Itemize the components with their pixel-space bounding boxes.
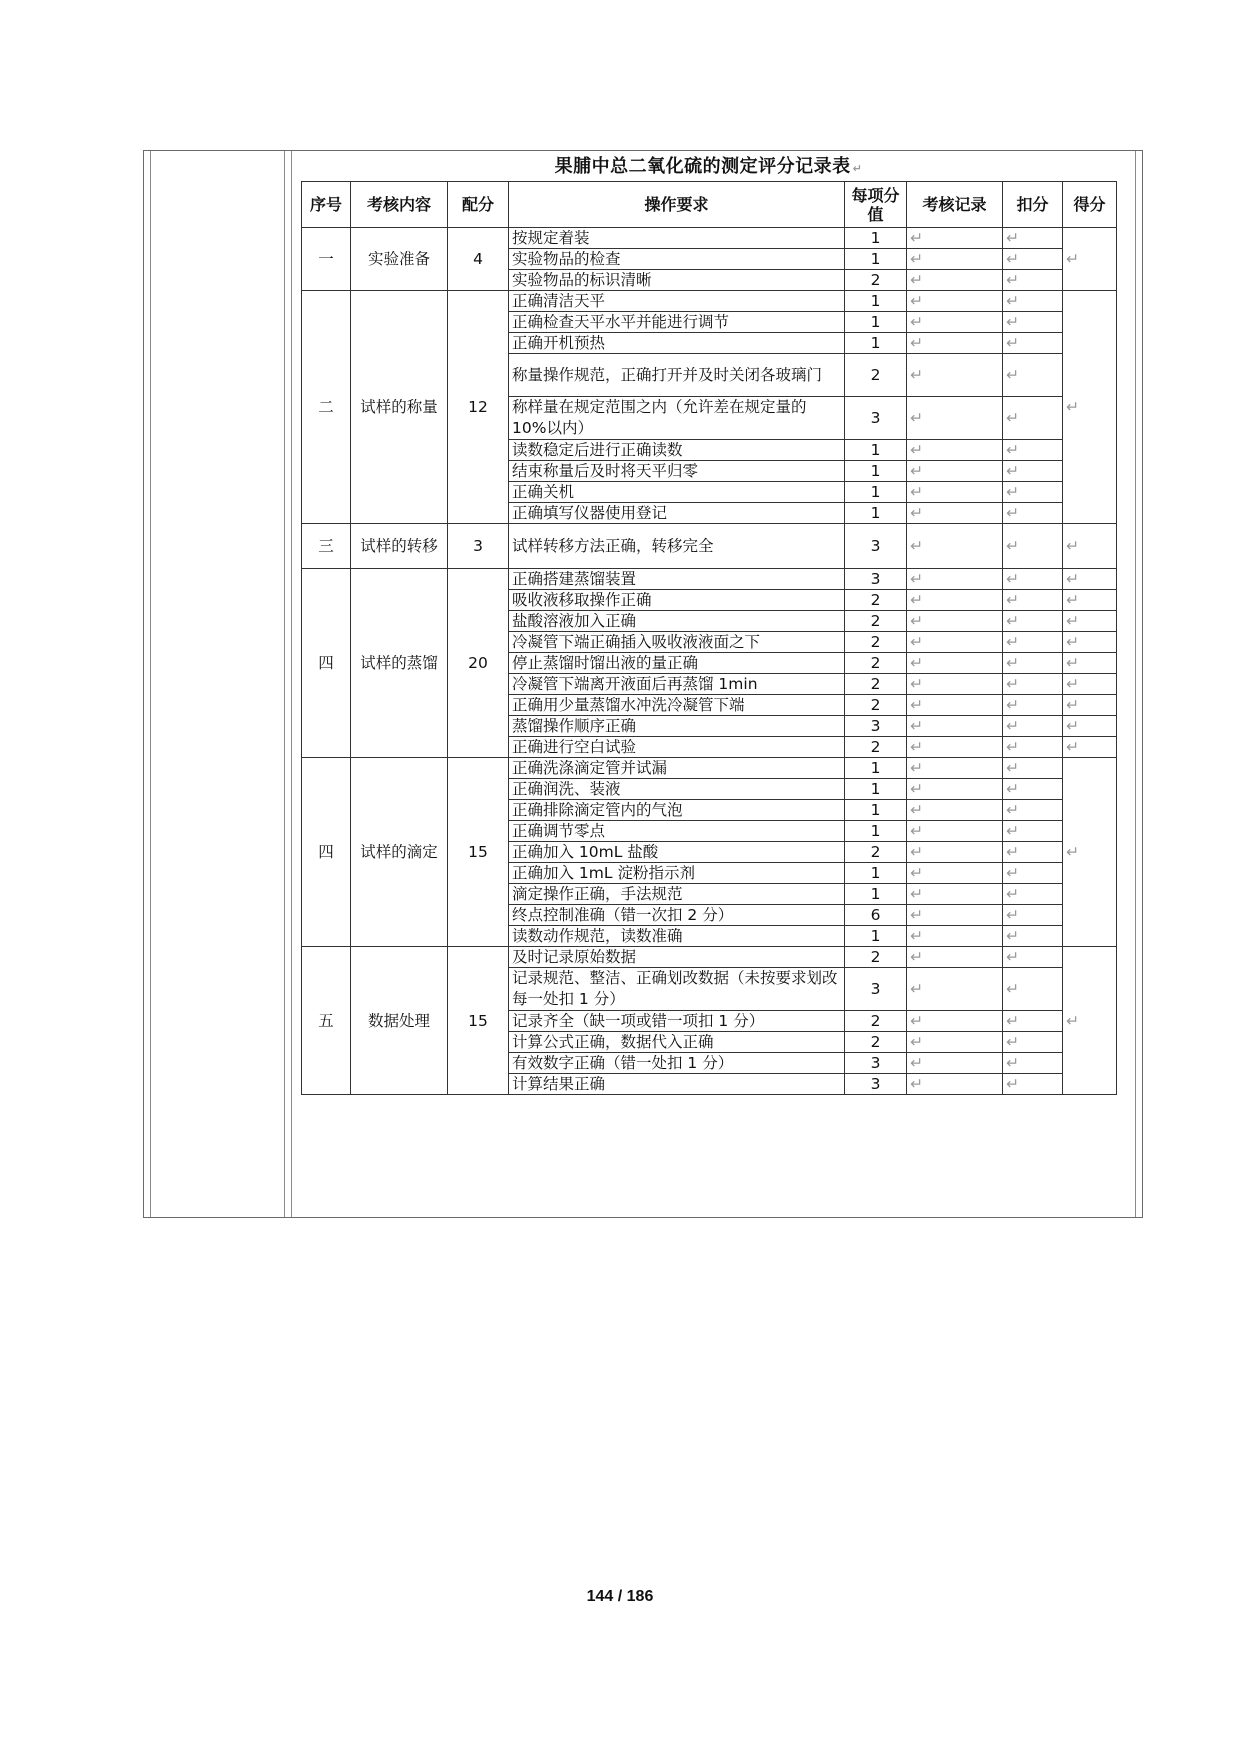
section-content-cell: 试样的蒸馏 bbox=[351, 569, 448, 758]
got-cell[interactable]: ↵ bbox=[1063, 524, 1117, 569]
item-score-cell: 2 bbox=[845, 653, 907, 674]
item-score-cell: 1 bbox=[845, 333, 907, 354]
item-score-cell: 1 bbox=[845, 758, 907, 779]
section-score-cell: 20 bbox=[448, 569, 509, 758]
record-cell[interactable]: ↵ bbox=[907, 611, 1003, 632]
table-row bbox=[302, 228, 1117, 249]
item-score-cell: 1 bbox=[845, 821, 907, 842]
item-score-cell: 1 bbox=[845, 503, 907, 524]
table-row bbox=[302, 947, 1117, 968]
deduct-cell[interactable]: ↵ bbox=[1003, 270, 1063, 291]
header-got: 得分 bbox=[1063, 182, 1117, 228]
item-score-cell: 2 bbox=[845, 354, 907, 397]
record-cell[interactable]: ↵ bbox=[907, 926, 1003, 947]
requirement-cell: 蒸馏操作顺序正确 bbox=[509, 716, 845, 737]
item-score-cell: 2 bbox=[845, 695, 907, 716]
header-requirement: 操作要求 bbox=[509, 182, 845, 228]
deduct-cell[interactable]: ↵ bbox=[1003, 461, 1063, 482]
record-cell[interactable]: ↵ bbox=[907, 482, 1003, 503]
requirement-cell: 冷凝管下端离开液面后再蒸馏 1min bbox=[509, 674, 845, 695]
header-seq: 序号 bbox=[302, 182, 351, 228]
item-score-cell: 1 bbox=[845, 228, 907, 249]
record-cell[interactable]: ↵ bbox=[907, 569, 1003, 590]
section-score-cell: 12 bbox=[448, 291, 509, 524]
table-row bbox=[302, 291, 1117, 312]
item-score-cell: 2 bbox=[845, 1011, 907, 1032]
requirement-cell: 按规定着装 bbox=[509, 228, 845, 249]
requirement-cell: 结束称量后及时将天平归零 bbox=[509, 461, 845, 482]
requirement-cell: 滴定操作正确，手法规范 bbox=[509, 884, 845, 905]
sheet-title-text: 果脯中总二氧化硫的测定评分记录表 bbox=[554, 156, 851, 177]
got-cell[interactable]: ↵ bbox=[1063, 632, 1117, 653]
deduct-cell[interactable]: ↵ bbox=[1003, 1032, 1063, 1053]
requirement-cell: 盐酸溶液加入正确 bbox=[509, 611, 845, 632]
frame-column-divider bbox=[284, 151, 292, 1217]
record-cell[interactable]: ↵ bbox=[907, 440, 1003, 461]
deduct-cell[interactable]: ↵ bbox=[1003, 503, 1063, 524]
record-cell[interactable]: ↵ bbox=[907, 800, 1003, 821]
item-score-cell: 1 bbox=[845, 482, 907, 503]
item-score-cell: 1 bbox=[845, 312, 907, 333]
section-content-cell: 试样的滴定 bbox=[351, 758, 448, 947]
item-score-cell: 2 bbox=[845, 1032, 907, 1053]
requirement-cell: 吸收液移取操作正确 bbox=[509, 590, 845, 611]
record-cell[interactable]: ↵ bbox=[907, 632, 1003, 653]
requirement-cell: 正确加入 10mL 盐酸 bbox=[509, 842, 845, 863]
requirement-cell: 正确排除滴定管内的气泡 bbox=[509, 800, 845, 821]
section-score-cell: 4 bbox=[448, 228, 509, 291]
deduct-cell[interactable]: ↵ bbox=[1003, 779, 1063, 800]
record-cell[interactable]: ↵ bbox=[907, 1032, 1003, 1053]
table-row bbox=[302, 758, 1117, 779]
got-cell[interactable]: ↵ bbox=[1063, 611, 1117, 632]
record-cell[interactable]: ↵ bbox=[907, 590, 1003, 611]
requirement-cell: 称量操作规范，正确打开并及时关闭各玻璃门 bbox=[509, 354, 845, 397]
page-number: 144 / 186 bbox=[586, 1588, 654, 1605]
deduct-cell[interactable]: ↵ bbox=[1003, 1053, 1063, 1074]
item-score-cell: 1 bbox=[845, 926, 907, 947]
got-cell[interactable]: ↵ bbox=[1063, 674, 1117, 695]
section-content-cell: 实验准备 bbox=[351, 228, 448, 291]
deduct-cell[interactable]: ↵ bbox=[1003, 611, 1063, 632]
item-score-cell: 3 bbox=[845, 569, 907, 590]
deduct-cell[interactable]: ↵ bbox=[1003, 440, 1063, 461]
section-score-cell: 15 bbox=[448, 947, 509, 1095]
got-cell[interactable]: ↵ bbox=[1063, 653, 1117, 674]
record-cell[interactable]: ↵ bbox=[907, 758, 1003, 779]
deduct-cell[interactable]: ↵ bbox=[1003, 569, 1063, 590]
requirement-cell: 正确进行空白试验 bbox=[509, 737, 845, 758]
deduct-cell[interactable]: ↵ bbox=[1003, 947, 1063, 968]
item-score-cell: 2 bbox=[845, 632, 907, 653]
section-seq-cell: 四 bbox=[302, 569, 351, 758]
deduct-cell[interactable]: ↵ bbox=[1003, 884, 1063, 905]
record-cell[interactable]: ↵ bbox=[907, 905, 1003, 926]
frame-right-border bbox=[1135, 151, 1142, 1217]
item-score-cell: 1 bbox=[845, 779, 907, 800]
got-cell[interactable]: ↵ bbox=[1063, 228, 1117, 291]
deduct-cell[interactable]: ↵ bbox=[1003, 695, 1063, 716]
deduct-cell[interactable]: ↵ bbox=[1003, 1011, 1063, 1032]
header-item-score: 每项分值 bbox=[845, 182, 907, 228]
requirement-cell: 正确洗涤滴定管并试漏 bbox=[509, 758, 845, 779]
item-score-cell: 2 bbox=[845, 737, 907, 758]
requirement-cell: 有效数字正确（错一处扣 1 分） bbox=[509, 1053, 845, 1074]
record-cell[interactable]: ↵ bbox=[907, 503, 1003, 524]
record-cell[interactable]: ↵ bbox=[907, 695, 1003, 716]
record-cell[interactable]: ↵ bbox=[907, 779, 1003, 800]
paragraph-mark-icon: ↵ bbox=[852, 162, 863, 175]
requirement-cell: 正确润洗、装液 bbox=[509, 779, 845, 800]
item-score-cell: 1 bbox=[845, 291, 907, 312]
record-cell[interactable]: ↵ bbox=[907, 674, 1003, 695]
record-cell[interactable]: ↵ bbox=[907, 653, 1003, 674]
requirement-cell: 正确用少量蒸馏水冲洗冷凝管下端 bbox=[509, 695, 845, 716]
item-score-cell: 1 bbox=[845, 800, 907, 821]
item-score-cell: 2 bbox=[845, 842, 907, 863]
section-score-cell: 15 bbox=[448, 758, 509, 947]
item-score-cell: 2 bbox=[845, 611, 907, 632]
deduct-cell[interactable]: ↵ bbox=[1003, 674, 1063, 695]
item-score-cell: 3 bbox=[845, 716, 907, 737]
item-score-cell: 1 bbox=[845, 249, 907, 270]
item-score-cell: 1 bbox=[845, 440, 907, 461]
record-cell[interactable]: ↵ bbox=[907, 863, 1003, 884]
record-cell[interactable]: ↵ bbox=[907, 1074, 1003, 1095]
deduct-cell[interactable]: ↵ bbox=[1003, 926, 1063, 947]
deduct-cell[interactable]: ↵ bbox=[1003, 758, 1063, 779]
got-cell[interactable]: ↵ bbox=[1063, 716, 1117, 737]
item-score-cell: 1 bbox=[845, 884, 907, 905]
requirement-cell: 正确检查天平水平并能进行调节 bbox=[509, 312, 845, 333]
section-score-cell: 3 bbox=[448, 524, 509, 569]
requirement-cell: 停止蒸馏时馏出液的量正确 bbox=[509, 653, 845, 674]
requirement-cell: 称样量在规定范围之内（允许差在规定量的 10%以内） bbox=[509, 397, 845, 440]
requirement-cell: 记录齐全（缺一项或错一项扣 1 分） bbox=[509, 1011, 845, 1032]
requirement-cell: 正确加入 1mL 淀粉指示剂 bbox=[509, 863, 845, 884]
requirement-cell: 及时记录原始数据 bbox=[509, 947, 845, 968]
item-score-cell: 3 bbox=[845, 1074, 907, 1095]
section-content-cell: 数据处理 bbox=[351, 947, 448, 1095]
deduct-cell[interactable]: ↵ bbox=[1003, 1074, 1063, 1095]
got-cell[interactable]: ↵ bbox=[1063, 737, 1117, 758]
table-row bbox=[302, 569, 1117, 590]
deduct-cell[interactable]: ↵ bbox=[1003, 968, 1063, 1011]
deduct-cell[interactable]: ↵ bbox=[1003, 590, 1063, 611]
record-cell[interactable]: ↵ bbox=[907, 1011, 1003, 1032]
score-sheet bbox=[301, 153, 1116, 1095]
header-deduct: 扣分 bbox=[1003, 182, 1063, 228]
requirement-cell: 正确填写仪器使用登记 bbox=[509, 503, 845, 524]
sheet-title bbox=[301, 153, 1116, 181]
deduct-cell[interactable]: ↵ bbox=[1003, 842, 1063, 863]
item-score-cell: 6 bbox=[845, 905, 907, 926]
item-score-cell: 2 bbox=[845, 590, 907, 611]
item-score-cell: 3 bbox=[845, 397, 907, 440]
table-body bbox=[302, 228, 1117, 1095]
deduct-cell[interactable]: ↵ bbox=[1003, 821, 1063, 842]
deduct-cell[interactable]: ↵ bbox=[1003, 905, 1063, 926]
deduct-cell[interactable]: ↵ bbox=[1003, 863, 1063, 884]
section-content-cell: 试样的转移 bbox=[351, 524, 448, 569]
requirement-cell: 终点控制准确（错一次扣 2 分） bbox=[509, 905, 845, 926]
record-cell[interactable]: ↵ bbox=[907, 1053, 1003, 1074]
record-cell[interactable]: ↵ bbox=[907, 884, 1003, 905]
record-cell[interactable]: ↵ bbox=[907, 291, 1003, 312]
got-cell[interactable]: ↵ bbox=[1063, 758, 1117, 947]
header-record: 考核记录 bbox=[907, 182, 1003, 228]
record-cell[interactable]: ↵ bbox=[907, 270, 1003, 291]
deduct-cell[interactable]: ↵ bbox=[1003, 249, 1063, 270]
item-score-cell: 2 bbox=[845, 947, 907, 968]
section-seq-cell: 二 bbox=[302, 291, 351, 524]
deduct-cell[interactable]: ↵ bbox=[1003, 228, 1063, 249]
item-score-cell: 3 bbox=[845, 524, 907, 569]
requirement-cell: 正确关机 bbox=[509, 482, 845, 503]
deduct-cell[interactable]: ↵ bbox=[1003, 312, 1063, 333]
requirement-cell: 正确调节零点 bbox=[509, 821, 845, 842]
record-cell[interactable]: ↵ bbox=[907, 842, 1003, 863]
record-cell[interactable]: ↵ bbox=[907, 461, 1003, 482]
deduct-cell[interactable]: ↵ bbox=[1003, 291, 1063, 312]
item-score-cell: 1 bbox=[845, 461, 907, 482]
requirement-cell: 试样转移方法正确，转移完全 bbox=[509, 524, 845, 569]
deduct-cell[interactable]: ↵ bbox=[1003, 397, 1063, 440]
deduct-cell[interactable]: ↵ bbox=[1003, 653, 1063, 674]
item-score-cell: 1 bbox=[845, 863, 907, 884]
record-cell[interactable]: ↵ bbox=[907, 737, 1003, 758]
header-score: 配分 bbox=[448, 182, 509, 228]
deduct-cell[interactable]: ↵ bbox=[1003, 716, 1063, 737]
requirement-cell: 计算结果正确 bbox=[509, 1074, 845, 1095]
record-cell[interactable]: ↵ bbox=[907, 333, 1003, 354]
record-cell[interactable]: ↵ bbox=[907, 354, 1003, 397]
got-cell[interactable]: ↵ bbox=[1063, 947, 1117, 1095]
requirement-cell: 实验物品的标识清晰 bbox=[509, 270, 845, 291]
table-header bbox=[302, 182, 1117, 228]
score-table bbox=[301, 181, 1117, 1095]
deduct-cell[interactable]: ↵ bbox=[1003, 333, 1063, 354]
section-seq-cell: 四 bbox=[302, 758, 351, 947]
section-seq-cell: 三 bbox=[302, 524, 351, 569]
record-cell[interactable]: ↵ bbox=[907, 249, 1003, 270]
requirement-cell: 读数动作规范，读数准确 bbox=[509, 926, 845, 947]
section-seq-cell: 一 bbox=[302, 228, 351, 291]
record-cell[interactable]: ↵ bbox=[907, 524, 1003, 569]
requirement-cell: 读数稳定后进行正确读数 bbox=[509, 440, 845, 461]
requirement-cell: 正确搭建蒸馏装置 bbox=[509, 569, 845, 590]
requirement-cell: 实验物品的检查 bbox=[509, 249, 845, 270]
deduct-cell[interactable]: ↵ bbox=[1003, 524, 1063, 569]
requirement-cell: 正确开机预热 bbox=[509, 333, 845, 354]
got-cell[interactable]: ↵ bbox=[1063, 590, 1117, 611]
requirement-cell: 计算公式正确，数据代入正确 bbox=[509, 1032, 845, 1053]
deduct-cell[interactable]: ↵ bbox=[1003, 737, 1063, 758]
table-row bbox=[302, 524, 1117, 569]
record-cell[interactable]: ↵ bbox=[907, 947, 1003, 968]
record-cell[interactable]: ↵ bbox=[907, 716, 1003, 737]
got-cell[interactable]: ↵ bbox=[1063, 291, 1117, 524]
got-cell[interactable]: ↵ bbox=[1063, 695, 1117, 716]
item-score-cell: 2 bbox=[845, 674, 907, 695]
record-cell[interactable]: ↵ bbox=[907, 821, 1003, 842]
record-cell[interactable]: ↵ bbox=[907, 312, 1003, 333]
record-cell[interactable]: ↵ bbox=[907, 228, 1003, 249]
deduct-cell[interactable]: ↵ bbox=[1003, 800, 1063, 821]
requirement-cell: 冷凝管下端正确插入吸收液液面之下 bbox=[509, 632, 845, 653]
item-score-cell: 3 bbox=[845, 968, 907, 1011]
requirement-cell: 正确清洁天平 bbox=[509, 291, 845, 312]
frame-left-border bbox=[144, 151, 151, 1217]
deduct-cell[interactable]: ↵ bbox=[1003, 482, 1063, 503]
got-cell[interactable]: ↵ bbox=[1063, 569, 1117, 590]
record-cell[interactable]: ↵ bbox=[907, 968, 1003, 1011]
header-content: 考核内容 bbox=[351, 182, 448, 228]
section-seq-cell: 五 bbox=[302, 947, 351, 1095]
deduct-cell[interactable]: ↵ bbox=[1003, 632, 1063, 653]
record-cell[interactable]: ↵ bbox=[907, 397, 1003, 440]
item-score-cell: 3 bbox=[845, 1053, 907, 1074]
item-score-cell: 2 bbox=[845, 270, 907, 291]
section-content-cell: 试样的称量 bbox=[351, 291, 448, 524]
requirement-cell: 记录规范、整洁、正确划改数据（未按要求划改每一处扣 1 分） bbox=[509, 968, 845, 1011]
deduct-cell[interactable]: ↵ bbox=[1003, 354, 1063, 397]
